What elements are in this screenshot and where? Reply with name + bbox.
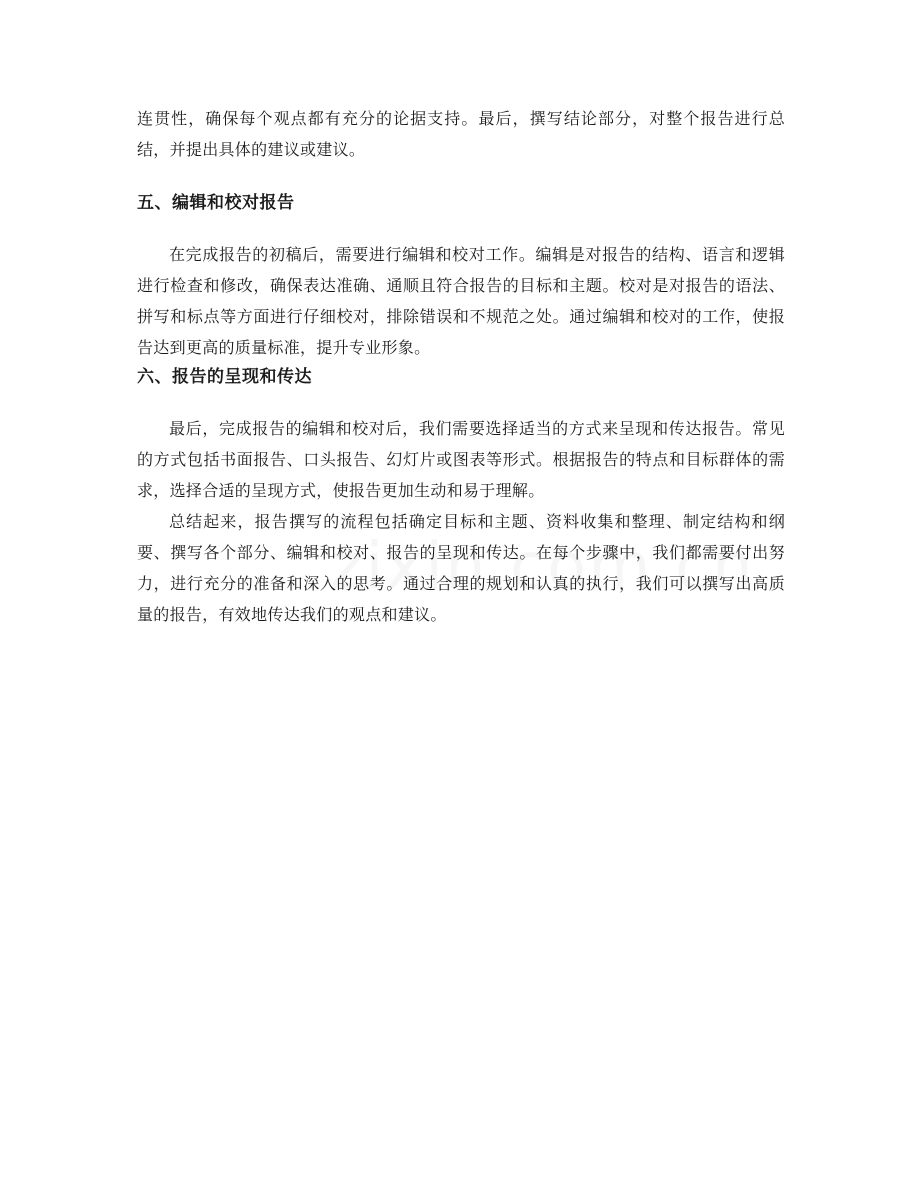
paragraph-edit-proofread: 在完成报告的初稿后，需要进行编辑和校对工作。编辑是对报告的结构、语言和逻辑进行检查和修改，确保表达准确、通顺且符合报告的目标和主题。校对是对报告的语法、拼写和标点等方面进行仔细校对，排除错误和不规范之处。通过编辑和校对的工作，使报告达到更高的质量标准，提升专业形象。 <box>137 245 785 357</box>
paragraph-presentation: 最后，完成报告的编辑和校对后，我们需要选择适当的方式来呈现和传达报告。常见的方式包括书面报告、口头报告、幻灯片或图表等形式。根据报告的特点和目标群体的需求，选择合适的呈现方式，使报告更加生动和易于理解。 <box>137 419 785 500</box>
intro-paragraph: 连贯性，确保每个观点都有充分的论据支持。最后，撰写结论部分，对整个报告进行总结，并提出具体的建议或建议。 <box>137 109 785 159</box>
section-heading-presentation: 六、报告的呈现和传达 <box>137 367 312 387</box>
paragraph-summary: 总结起来，报告撰写的流程包括确定目标和主题、资料收集和整理、制定结构和纲要、撰写各个部分、编辑和校对、报告的呈现和传达。在每个步骤中，我们都需要付出努力，进行充分的准备和深入的思考。通过合理的规划和认真的执行，我们可以撰写出高质量的报告，有效地传达我们的观点和建议。 <box>137 512 785 624</box>
document-body <box>137 103 785 630</box>
section-heading-edit-proofread: 五、编辑和校对报告 <box>137 193 295 213</box>
